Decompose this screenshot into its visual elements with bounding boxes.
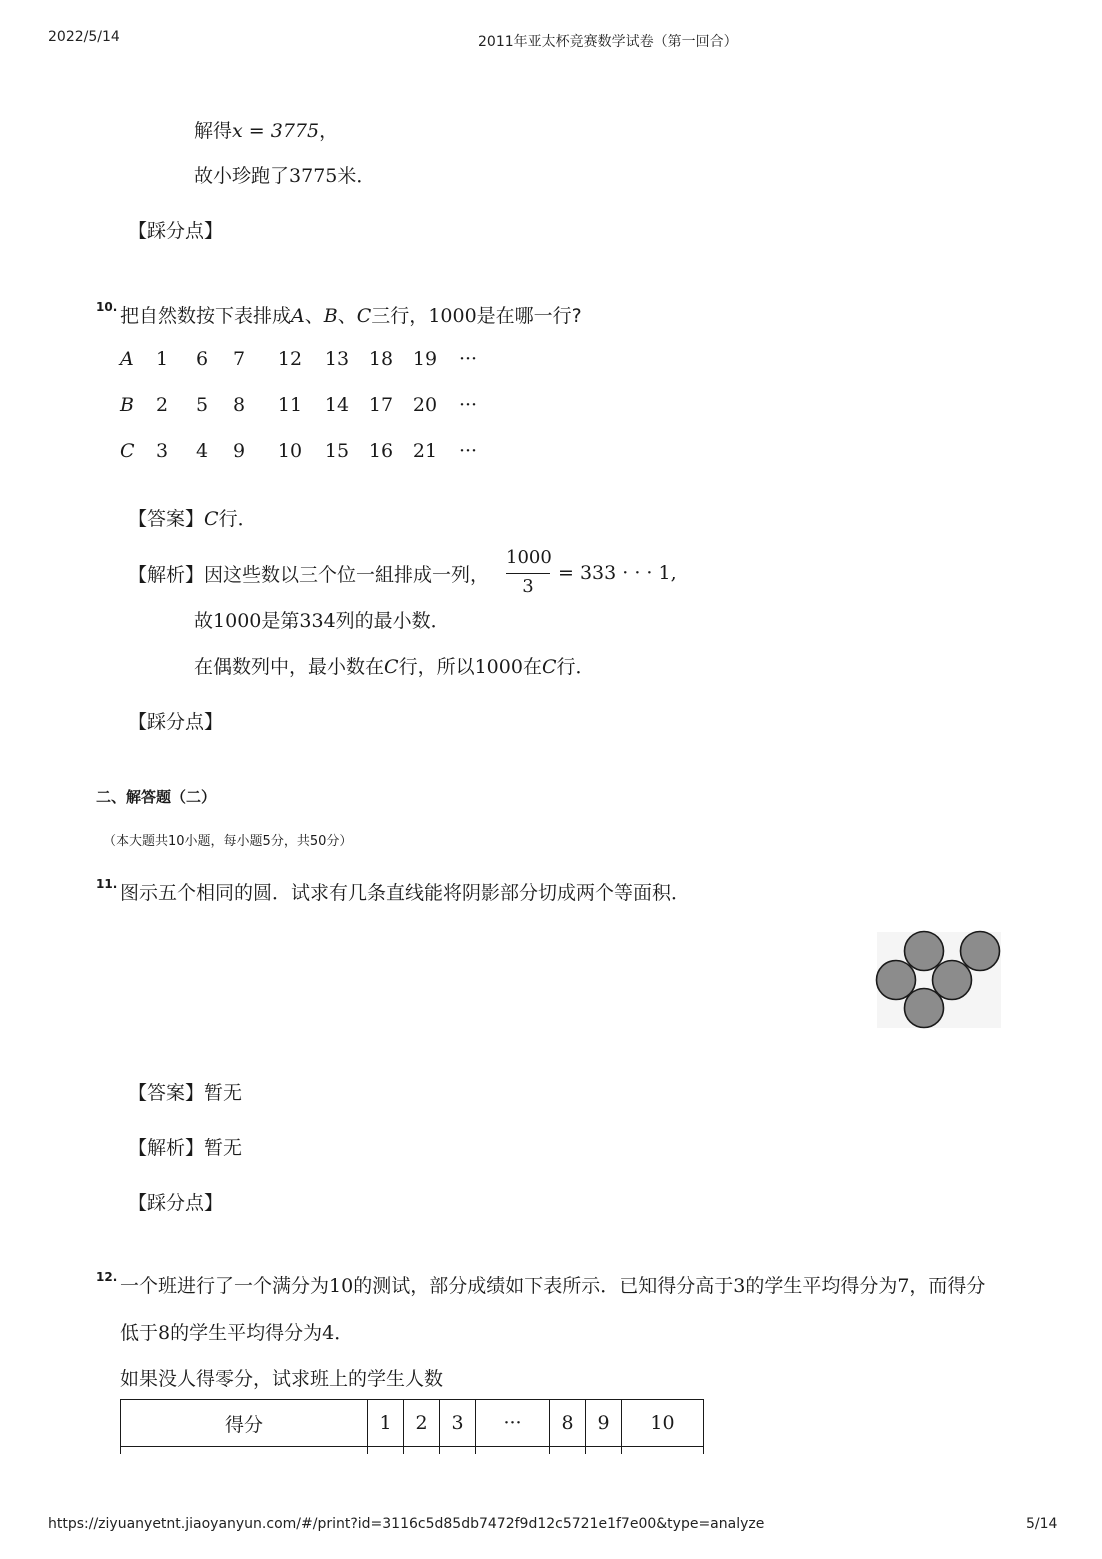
q12-stem-line2: 低于8的学生平均得分为4． (120, 1322, 354, 1344)
score-cell: 1 (368, 1400, 404, 1447)
section-note: （本大题共10小题，每小题5分，共50分） (103, 834, 353, 849)
q10-grid-cell: 9 (232, 440, 246, 462)
five-circles-figure (873, 930, 1003, 1030)
q10-grid-cell: 12 (277, 348, 303, 370)
q10-grid-cell: 18 (368, 348, 394, 370)
q10-score-label: 【踩分点】 (128, 711, 224, 733)
q10-grid-cell: 13 (324, 348, 350, 370)
score-table (120, 1399, 704, 1455)
q12-number: 12. (96, 1270, 118, 1284)
q10-grid-cell: 21 (412, 440, 438, 462)
print-date: 2022/5/14 (48, 29, 120, 45)
q10-grid-cell: 10 (277, 440, 303, 462)
shaded-circle (905, 932, 944, 971)
q9-conclusion: 故小珍跑了3775米． (194, 165, 376, 187)
page-number: 5/14 (1026, 1516, 1058, 1532)
q10-number: 10. (96, 300, 118, 314)
q9-score-label: 【踩分点】 (128, 220, 224, 242)
q10-row-label: B (120, 394, 134, 416)
q10-grid-cell: 4 (195, 440, 209, 462)
q10-grid-cell: 1 (155, 348, 169, 370)
q10-grid-cell: 6 (195, 348, 209, 370)
q11-analysis: 【解析】暂无 (128, 1137, 243, 1159)
page-break (0, 1454, 1102, 1514)
q11-number: 11. (96, 877, 118, 891)
q10-fraction-denominator: 3 (522, 576, 534, 597)
q10-fraction-result: = 333 · · · 1, (558, 562, 677, 584)
q10-grid-cell: ··· (458, 394, 478, 416)
q10-grid-cell: 8 (232, 394, 246, 416)
q11-answer: 【答案】暂无 (128, 1082, 243, 1104)
q10-grid-cell: 16 (368, 440, 394, 462)
q10-stem: 把自然数按下表排成A、B、C三行，1000是在哪一行? (120, 305, 582, 327)
q10-row-label: A (120, 348, 134, 370)
q12-stem-line3: 如果没人得零分，试求班上的学生人数 (120, 1368, 444, 1390)
q10-grid-cell: 2 (155, 394, 169, 416)
page-title: 2011年亚太杯竞赛数学试卷（第一回合） (478, 34, 738, 50)
score-cell: 10 (622, 1400, 704, 1447)
q10-fraction-numerator: 1000 (506, 547, 552, 568)
q10-answer: 【答案】C行． (128, 508, 257, 530)
q10-grid-cell: 14 (324, 394, 350, 416)
q10-row-label: C (120, 440, 135, 462)
q10-grid-cell: 15 (324, 440, 350, 462)
q9-solve-equation: x = 3775 (232, 120, 320, 142)
q9-solve-line: 解得x = 3775， (194, 120, 339, 142)
q11-stem: 图示五个相同的圆．试求有几条直线能将阴影部分切成两个等面积． (120, 882, 691, 904)
q10-grid-cell: ··· (458, 348, 478, 370)
q12-stem-line1: 一个班进行了一个满分为10的测试，部分成绩如下表所示．已知得分高于3的学生平均得分为7，而得分 (120, 1275, 986, 1297)
q10-grid-cell: 17 (368, 394, 394, 416)
score-cell: 9 (586, 1400, 622, 1447)
shaded-circle (961, 932, 1000, 971)
q10-analysis-line2: 故1000是第334列的最小数． (194, 610, 450, 632)
q10-analysis-line3: 在偶数列中，最小数在C行，所以1000在C行． (194, 656, 595, 678)
q10-analysis-line1: 【解析】因这些数以三个位一組排成一列， (128, 564, 490, 586)
q10-fraction-bar (506, 573, 550, 574)
score-cell: ··· (476, 1400, 550, 1447)
q11-score-label: 【踩分点】 (128, 1192, 224, 1214)
score-table-header-row (121, 1400, 704, 1447)
section-title: 二、解答题（二） (96, 788, 217, 806)
q10-grid-cell: 5 (195, 394, 209, 416)
score-header-cell: 得分 (121, 1400, 368, 1447)
score-cell: 8 (550, 1400, 586, 1447)
score-cell: 3 (440, 1400, 476, 1447)
score-cell: 2 (404, 1400, 440, 1447)
q10-grid-cell: ··· (458, 440, 478, 462)
q10-grid-cell: 20 (412, 394, 438, 416)
q10-grid-cell: 7 (232, 348, 246, 370)
q10-grid-cell: 19 (412, 348, 438, 370)
q10-grid-cell: 3 (155, 440, 169, 462)
q10-grid-cell: 11 (277, 394, 303, 416)
shaded-circle (905, 989, 944, 1028)
page-url: https://ziyuanyetnt.jiaoyanyun.com/#/print?id=3116c5d85db7472f9d12c5721e1f7e00&type=analyze (48, 1516, 765, 1532)
